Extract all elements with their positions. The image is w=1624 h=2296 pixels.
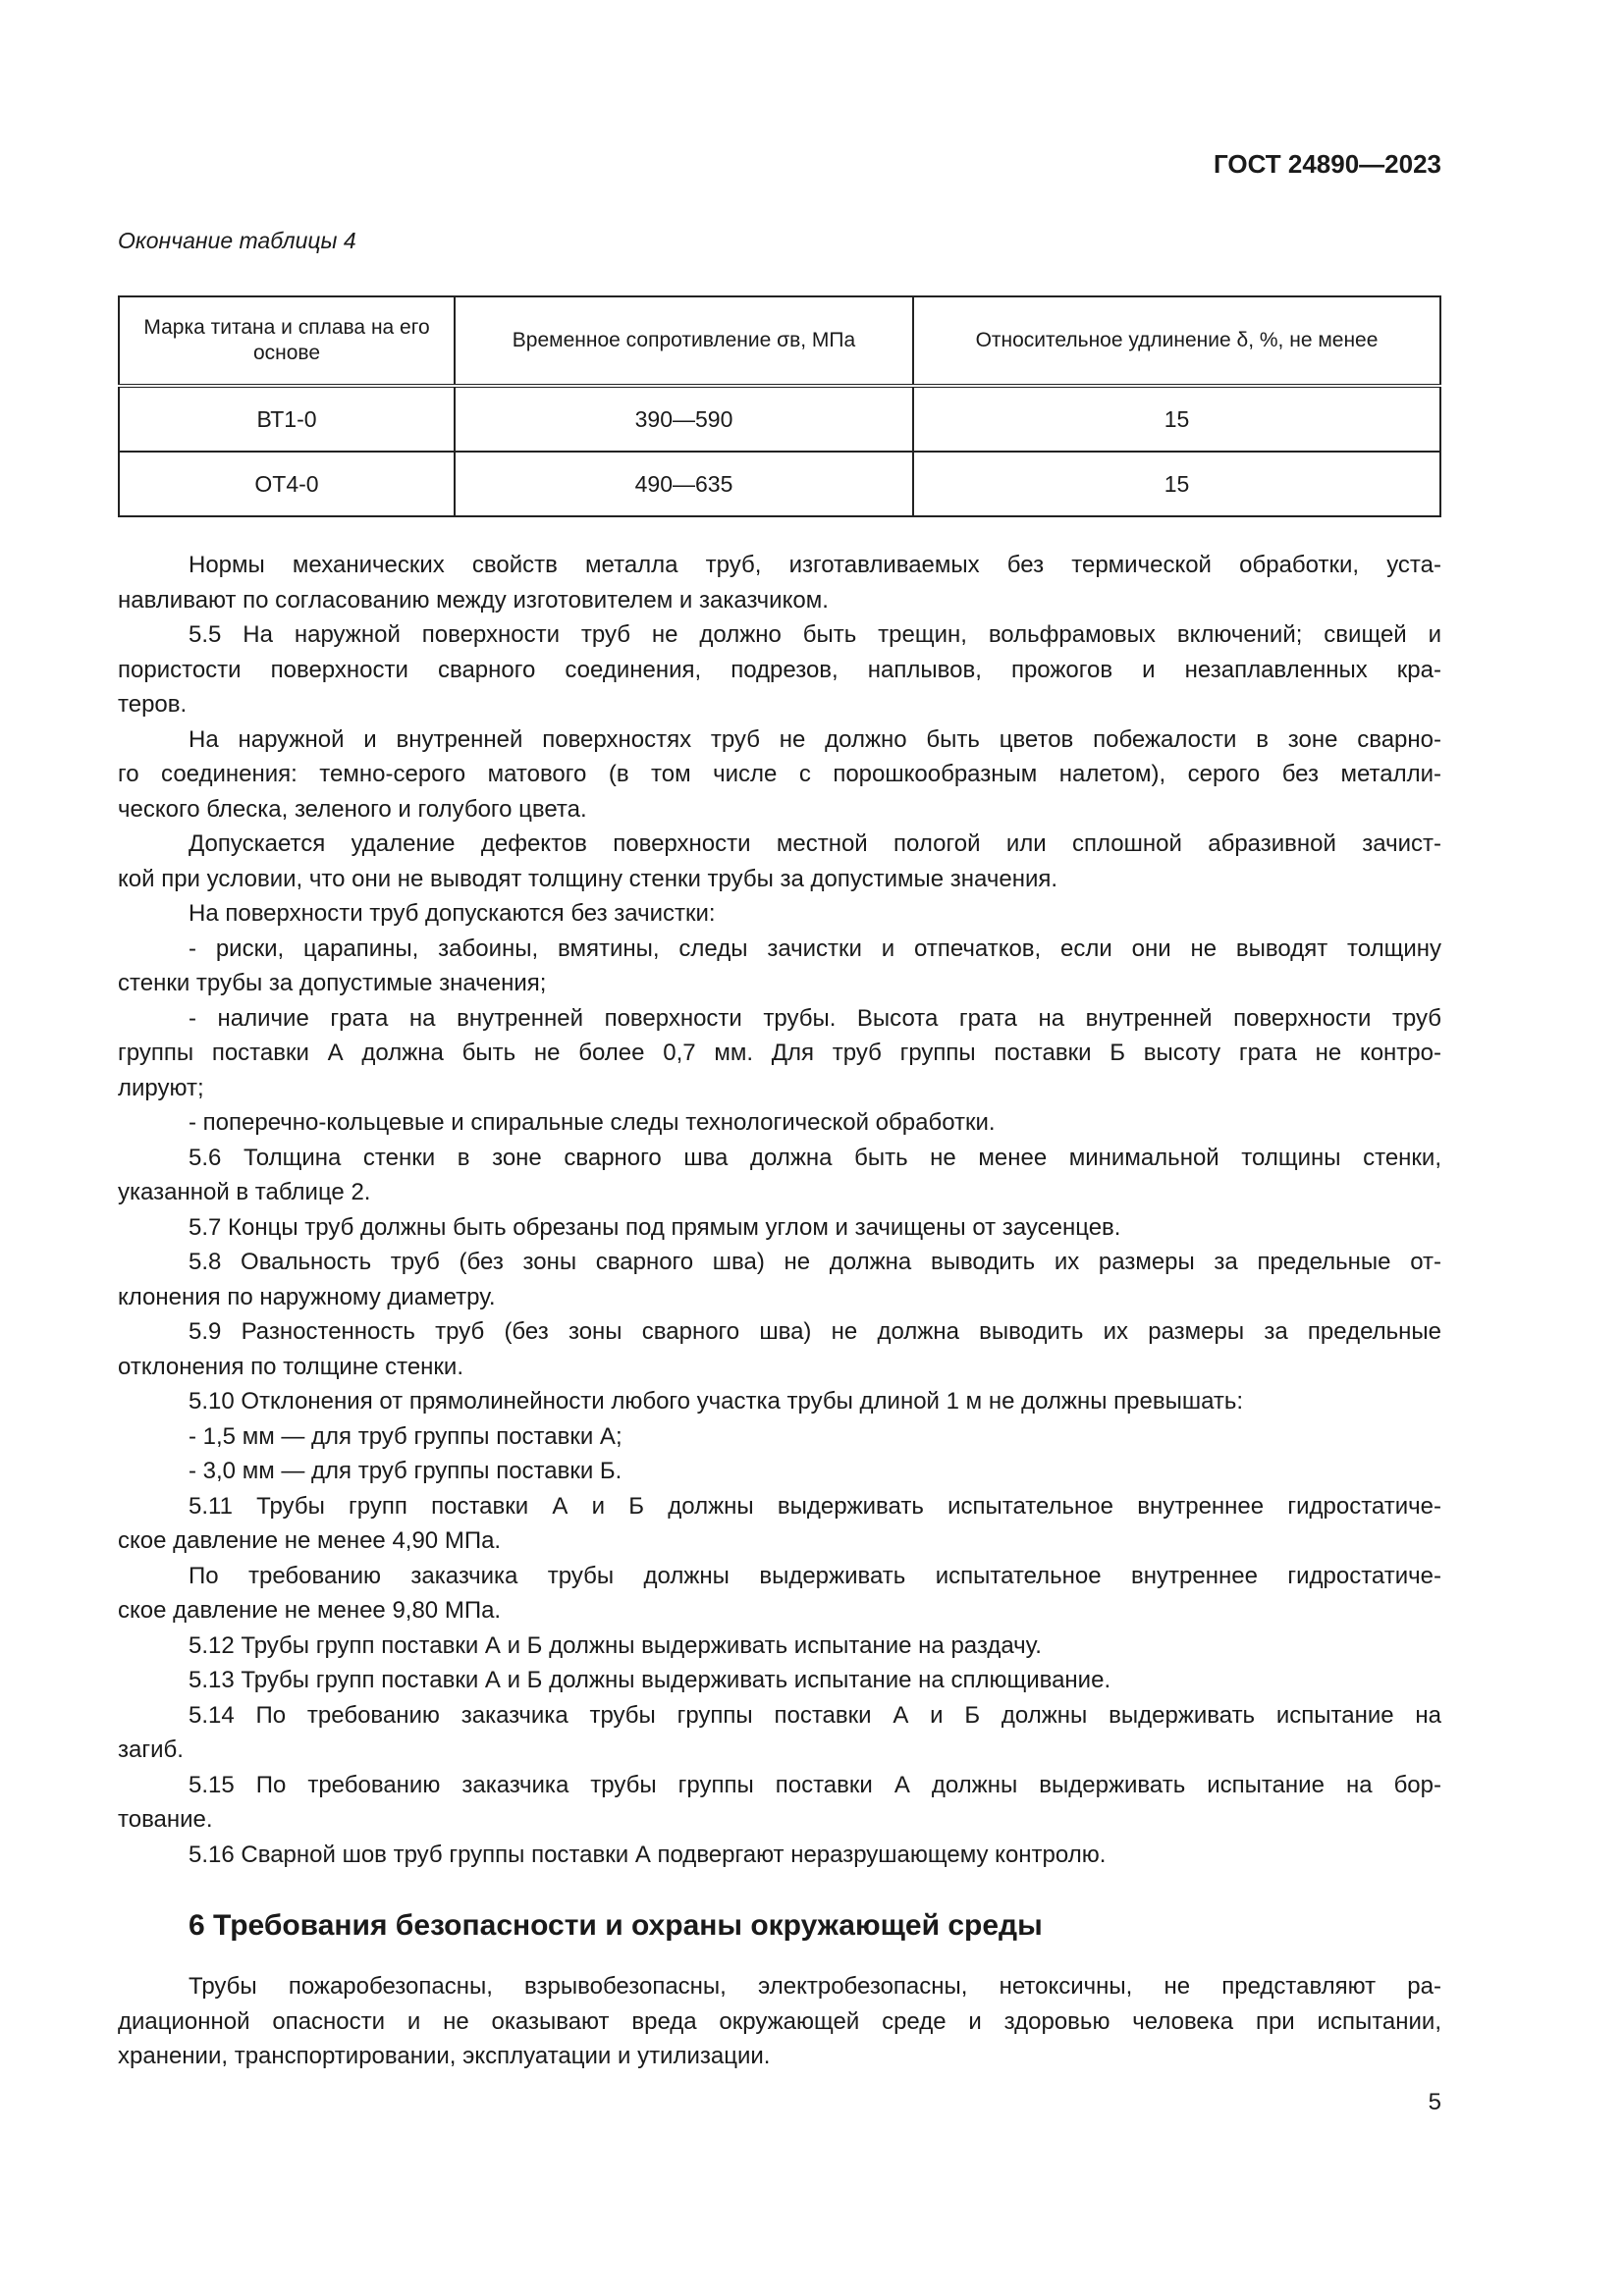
paragraph (118, 1663, 1441, 1698)
text-line: хранении, транспортировании, эксплуатации и утилизации. (118, 2043, 771, 2069)
paragraph (118, 1698, 1441, 1768)
paragraph (118, 1314, 1441, 1384)
text-line: 5.14 По требованию заказчика трубы группы поставки А и Б должны выдерживать испытание на (189, 1701, 1441, 1729)
text-line: По требованию заказчика трубы должны выдерживать испытательное внутреннее гидростатиче- (189, 1562, 1441, 1589)
text-line: 5.8 Овальность труб (без зоны сварного шва) не должна выводить их размеры за предельные от- (189, 1249, 1441, 1275)
text-line: 5.10 Отклонения от прямолинейности любого участка трубы длиной 1 м не должны превышать: (189, 1388, 1244, 1415)
paragraph (118, 1210, 1441, 1246)
paragraph (118, 548, 1441, 617)
paragraph (118, 1454, 1441, 1489)
text-line: тование. (118, 1806, 213, 1833)
paragraph (118, 827, 1441, 896)
text-line: пористости поверхности сварного соединения, подрезов, наплывов, прожогов и незаплавленных кра- (118, 656, 1441, 683)
text-line: 5.11 Трубы групп поставки А и Б должны выдерживать испытательное внутреннее гидростатиче- (189, 1492, 1441, 1520)
paragraph (118, 932, 1441, 1001)
body-text (118, 548, 1441, 1872)
paragraph (118, 1489, 1441, 1559)
text-line: навливают по согласованию между изготовителем и заказчиком. (118, 586, 829, 614)
text-line: На поверхности труб допускаются без зачистки: (189, 900, 716, 927)
paragraph (118, 1245, 1441, 1314)
text-line: 5.9 Разностенность труб (без зоны сварного шва) не должна выводить их размеры за предельные (189, 1318, 1441, 1345)
text-line: 5.7 Концы труб должны быть обрезаны под прямым углом и зачищены от заусенцев. (189, 1213, 1121, 1241)
text-line: 5.12 Трубы групп поставки А и Б должны выдерживать испытание на раздачу. (189, 1631, 1042, 1659)
text-line: 5.6 Толщина стенки в зоне сварного шва должна быть не менее минимальной толщины стенки, (189, 1144, 1441, 1171)
header-text: Относительное удлинение δ, %, не менее (975, 329, 1379, 351)
text-line: отклонения по толщине стенки. (118, 1353, 464, 1380)
paragraph (118, 1419, 1441, 1455)
header-text: Марка титана и сплава на его основе (143, 316, 430, 364)
text-line: - риски, царапины, забоины, вмятины, следы зачистки и отпечатков, если они не выводят толщину (189, 934, 1441, 962)
text-line: - наличие грата на внутренней поверхности трубы. Высота грата на внутренней поверхности труб (189, 1004, 1441, 1032)
standard-header: ГОСТ 24890—2023 (1214, 149, 1441, 179)
paragraph (118, 1629, 1441, 1664)
text-line: диационной опасности и не оказывают вреда окружающей среде и здоровью человека при испытании, (118, 2007, 1441, 2035)
paragraph (118, 1768, 1441, 1838)
text-line: го соединения: темно-серого матового (в том числе с порошкообразным налетом), серого без металли- (118, 761, 1441, 787)
column-header-elongation (913, 296, 1440, 386)
paragraph (118, 617, 1441, 722)
text-line: На наружной и внутренней поверхностях труб не должно быть цветов побежалости в зоне сварно- (189, 725, 1441, 753)
table-cell: 490—635 (455, 452, 913, 516)
text-line: теров. (118, 691, 188, 718)
paragraph (118, 1105, 1441, 1141)
text-line: ское давление не менее 9,80 МПа. (118, 1597, 502, 1624)
text-line: Допускается удаление дефектов поверхности местной пологой или сплошной абразивной зачист- (189, 830, 1441, 857)
table-cell: ВТ1-0 (119, 386, 455, 452)
text-line: Трубы пожаробезопасны, взрывобезопасны, электробезопасны, нетоксичны, не представляют ра- (189, 1973, 1441, 2000)
text-line: группы поставки А должна быть не более 0,7 мм. Для труб группы поставки Б высоту грата не контро- (118, 1040, 1441, 1066)
table-cell: 390—590 (455, 386, 913, 452)
paragraph (118, 722, 1441, 828)
text-line: ческого блеска, зеленого и голубого цвета. (118, 795, 587, 823)
text-line: - 3,0 мм — для труб группы поставки Б. (189, 1458, 623, 1484)
text-line: ское давление не менее 4,90 МПа. (118, 1527, 502, 1554)
properties-table (118, 295, 1441, 517)
table-row (119, 452, 1440, 516)
paragraph (118, 1001, 1441, 1106)
table-caption: Окончание таблицы 4 (118, 228, 356, 253)
text-line: 5.13 Трубы групп поставки А и Б должны выдерживать испытание на сплющивание. (189, 1667, 1111, 1693)
paragraph (118, 1141, 1441, 1210)
column-header-grade (119, 296, 455, 386)
paragraph (118, 896, 1441, 932)
table-row (119, 386, 1440, 452)
table-cell: 15 (913, 386, 1440, 452)
header-text: Временное сопротивление σв, МПа (512, 329, 856, 351)
text-line: 5.16 Сварной шов труб группы поставки А подвергают неразрушающему контролю. (189, 1841, 1107, 1868)
text-line: лируют; (118, 1074, 204, 1101)
text-line: 5.5 На наружной поверхности труб не должно быть трещин, вольфрамовых включений; свищей и (189, 621, 1441, 648)
column-header-strength (455, 296, 913, 386)
section-text (118, 1969, 1441, 2074)
text-line: 5.15 По требованию заказчика трубы группы поставки А должны выдерживать испытание на бор- (189, 1771, 1441, 1798)
paragraph (118, 1838, 1441, 1873)
page-number: 5 (1428, 2089, 1441, 2115)
text-line: стенки трубы за допустимые значения; (118, 970, 547, 996)
text-line: кой при условии, что они не выводят толщину стенки трубы за допустимые значения. (118, 865, 1058, 892)
table-cell: 15 (913, 452, 1440, 516)
section-heading: 6 Требования безопасности и охраны окружающей среды (189, 1909, 1043, 1942)
text-line: Нормы механических свойств металла труб, изготавливаемых без термической обработки, уста- (189, 552, 1441, 578)
table-cell: ОТ4-0 (119, 452, 455, 516)
text-line: - 1,5 мм — для труб группы поставки А; (189, 1422, 623, 1450)
text-line: - поперечно-кольцевые и спиральные следы технологической обработки. (189, 1109, 996, 1136)
text-line: клонения по наружному диаметру. (118, 1283, 496, 1310)
paragraph (118, 1384, 1441, 1419)
text-line: указанной в таблице 2. (118, 1179, 371, 1205)
table-header-row (119, 296, 1440, 386)
paragraph (118, 1559, 1441, 1629)
text-line: загиб. (118, 1736, 184, 1763)
